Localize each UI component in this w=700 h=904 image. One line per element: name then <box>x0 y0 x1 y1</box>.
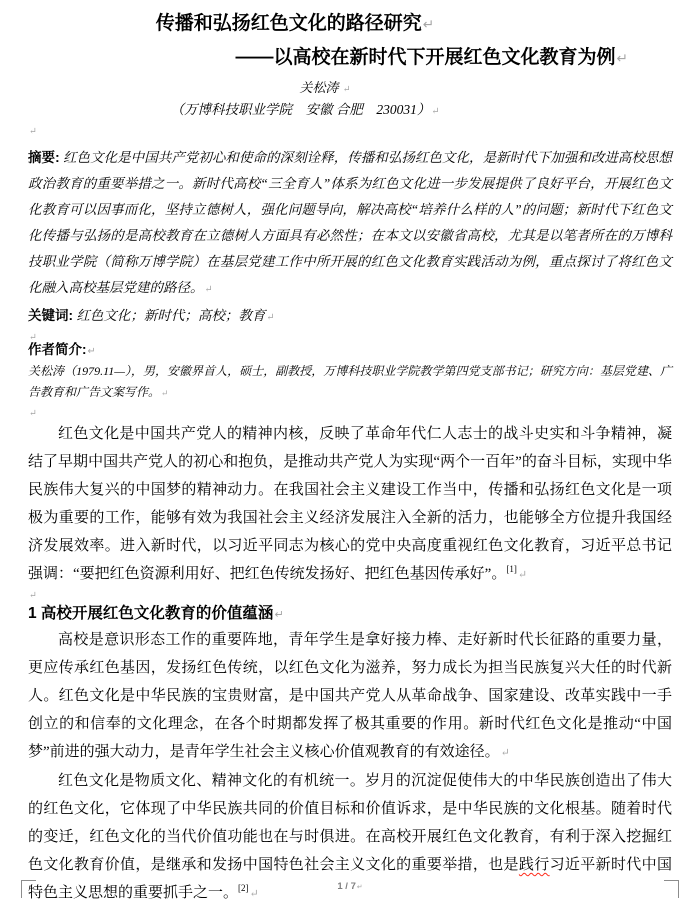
pilcrow-mark: ↵ <box>431 106 440 117</box>
pilcrow-mark: ↵ <box>422 17 435 32</box>
pilcrow-mark: ↵ <box>249 888 259 900</box>
section-heading-1 <box>28 603 672 626</box>
pilcrow-mark: ↵ <box>204 284 213 295</box>
body-paragraph-1-text: 红色文化是中国共产党人的精神内核，反映了革命年代仁人志士的战斗史实和斗争精神，凝结了早期中国共产党人的初心和抱负，是推动共产党人为实现“两个一百年”的奋斗目标，实现中华民族伟大复兴的中国梦的精神动力。在我国社会主义建设工作当中，传播和弘扬红色文化是一项极为重要的工作，能够有效为我国社会主义经济发展注入全新的活力，也能够全方位提升我国经济发展效率。进入新时代，以习近平同志为核心的党中央高度重视红色文化教育，习近平总书记强调：“要把红色资源利用好、把红色传统发扬好、把红色基因传承好”。 <box>28 426 672 582</box>
empty-paragraph <box>28 331 672 341</box>
footnote-ref-2: [2] <box>238 883 249 893</box>
pilcrow-mark: ↵ <box>266 312 275 323</box>
empty-paragraph <box>28 589 672 599</box>
pilcrow-mark: ↵ <box>356 884 363 891</box>
footnote-ref-1: [1] <box>506 564 517 574</box>
pilcrow-mark: ↵ <box>29 333 37 343</box>
abstract-text: 红色文化是中国共产党初心和使命的深刻诠释，传播和弘扬红色文化，是新时代下加强和改进高校思想政治教育的重要举措之一。新时代高校“三全育人”体系为红色文化进一步发展提供了良好平台，开展红色文化教育可以因事而化，坚持立德树人，强化问题导向，解决高校“培养什么样的人”的问题；新时代下红色文化传播与弘扬的是高校教育在立德树人方面具有必然性；在本文以安徽省高校，尤其是以笔者所在的万博科技职业学院（简称万博学院）在基层党建工作中所开展的红色文化教育实践活动为例，重点探讨了将红色文化融入高校基层党建的路径。 <box>28 150 673 295</box>
pilcrow-mark: ↵ <box>29 127 37 137</box>
pilcrow-mark: ↵ <box>517 569 527 581</box>
page-number <box>0 881 700 892</box>
doc-subtitle <box>28 46 628 71</box>
body-paragraph-2-text: 高校是意识形态工作的重要阵地，青年学生是拿好接力棒、走好新时代长征路的重要力量，更应传承红色基因，发扬红色传统，以红色文化为滋养，努力成长为担当民族复兴大任的时代新人。红色文化是中华民族的宝贵财富，是中国共产党人从革命战争、国家建设、改革实践中一手创立的和信奉的文化理念，在各个时期都发挥了极其重要的作用。新时代红色文化是推动“中国梦”前进的强大动力，是青年学生社会主义核心价值观教育的有效途径。 <box>28 632 672 760</box>
doc-subtitle-text: ——以高校在新时代下开展红色文化教育为例 <box>235 47 616 68</box>
doc-title-text: 传播和弘扬红色文化的路径研究 <box>155 13 422 34</box>
body-paragraph-2 <box>28 626 672 767</box>
bio-section-label <box>28 341 672 361</box>
author-affiliation-text: （万博科技职业学院 安徽 合肥 230031） <box>170 102 431 117</box>
bio-text: 关松涛（1979.11—），男，安徽界首人，硕士，副教授，万博科技职业学院教学第四党支部书记；研究方向：基层党建、广告教育和广告文案写作。 <box>28 364 672 399</box>
pilcrow-mark: ↵ <box>87 346 96 357</box>
body-paragraph-1 <box>28 420 672 589</box>
body-paragraph-3-text-b: 习近平新时代中国特色主义思想的重要抓手之一。 <box>28 857 672 901</box>
section-heading-1-text: 1 高校开展红色文化教育的价值蕴涵 <box>28 605 274 622</box>
pilcrow-mark: ↵ <box>274 609 284 621</box>
author-name <box>28 79 622 99</box>
pilcrow-mark: ↵ <box>616 51 628 66</box>
bio-label-text: 作者简介: <box>28 342 87 357</box>
pilcrow-mark: ↵ <box>29 409 37 419</box>
keywords-text: 红色文化；新时代；高校；教育 <box>76 308 266 323</box>
page-number-text: 1 / 7 <box>337 881 356 892</box>
body-paragraph-3-text-a: 红色文化是物质文化、精神文化的有机统一。岁月的沉淀促使伟大的中华民族创造出了伟大的红色文化，它体现了中华民族共同的价值目标和价值诉求，是中华民族的文化根基。随着时代的变迁，红色文化的当代价值功能也在与时俱进。在高校开展红色文化教育，有利于深入挖掘红色文化教育价值，是继承和发扬中国特色社会主义文化的重要举措，也是 <box>28 773 672 873</box>
abstract-paragraph <box>28 145 672 303</box>
author-affiliation <box>28 101 582 121</box>
keywords-line <box>28 303 672 331</box>
bio-text-paragraph <box>28 361 672 404</box>
doc-title <box>28 12 562 37</box>
pilcrow-mark: ↵ <box>500 747 510 759</box>
abstract-label: 摘要: <box>28 150 60 165</box>
keywords-label: 关键词: <box>28 308 73 323</box>
misspelled-word: 践行 <box>518 857 550 873</box>
pilcrow-mark: ↵ <box>29 591 37 601</box>
empty-paragraph <box>28 121 672 141</box>
page-footer <box>0 870 700 904</box>
pilcrow-mark: ↵ <box>342 85 351 95</box>
empty-paragraph <box>28 404 672 420</box>
author-name-text: 关松涛 <box>299 80 339 95</box>
pilcrow-mark: ↵ <box>161 388 169 398</box>
